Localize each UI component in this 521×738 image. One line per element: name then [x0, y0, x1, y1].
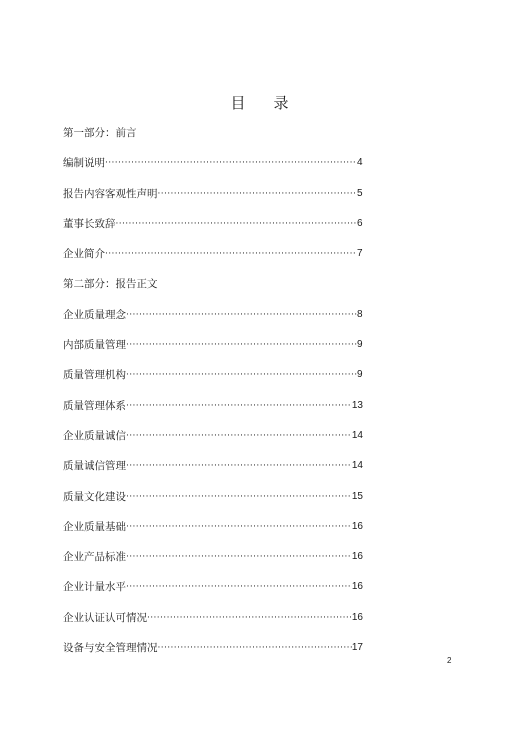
toc-entry-label: 质量管理机构: [63, 369, 126, 382]
toc-entry-page: 14: [351, 429, 363, 441]
toc-entry-page: 7: [357, 248, 363, 260]
toc-entry-page: 17: [351, 642, 363, 654]
toc-dot-leader: [126, 425, 352, 447]
toc-entry-label: 企业质量诚信: [63, 429, 126, 442]
toc-entry-page: 16: [351, 520, 363, 532]
toc-entry-page: 9: [357, 339, 363, 351]
toc-dot-leader: [126, 304, 357, 326]
toc-entry-label: 第二部分：报告正文: [63, 278, 158, 291]
toc-entry-page: 9: [357, 369, 363, 381]
toc-entry-page: 16: [351, 551, 363, 563]
toc-entry[interactable]: [63, 304, 363, 334]
toc-entry-label: 第一部分：前言: [63, 127, 137, 139]
page-number: 2: [447, 656, 452, 665]
toc-entry[interactable]: [63, 546, 363, 576]
toc-dot-leader: [105, 243, 357, 265]
toc-entry-page: 6: [357, 217, 363, 229]
toc-entry[interactable]: [63, 455, 363, 485]
toc-dot-leader: [126, 576, 352, 598]
toc-entry[interactable]: [63, 334, 363, 364]
toc-entry-label: 企业产品标准: [63, 551, 126, 564]
toc-entry[interactable]: [63, 213, 363, 243]
toc-entry-label: 质量管理体系: [63, 399, 126, 412]
toc-dot-leader: [147, 607, 352, 629]
toc-dot-leader: [126, 486, 352, 508]
toc-dot-leader: [158, 637, 352, 659]
toc-entry-page: 8: [357, 308, 363, 320]
toc-entry[interactable]: [63, 516, 363, 546]
toc-entry-page: 14: [351, 460, 363, 472]
toc-entry-label: 报告内容客观性声明: [63, 187, 158, 200]
toc-entry-page: 16: [351, 581, 363, 593]
toc-dot-leader: [105, 152, 357, 174]
toc-entry[interactable]: [63, 364, 363, 394]
toc-entry[interactable]: [63, 607, 363, 637]
toc-entry[interactable]: [63, 425, 363, 455]
toc-entry-page: 13: [351, 399, 363, 411]
toc-entry-page: 4: [357, 157, 363, 169]
toc-entry-label: 质量文化建设: [63, 490, 126, 503]
toc-entry[interactable]: [63, 486, 363, 516]
toc-entry-label: 董事长致辞: [63, 217, 116, 230]
toc-title: [0, 92, 521, 113]
toc-dot-leader: [126, 546, 352, 568]
toc-entry[interactable]: [63, 576, 363, 606]
toc-entry[interactable]: [63, 183, 363, 213]
toc-section-heading: [63, 273, 363, 303]
toc-dot-leader: [126, 395, 352, 417]
toc-entry-label: 编制说明: [63, 157, 105, 170]
toc-dot-leader: [126, 516, 352, 538]
toc-entry-label: 企业计量水平: [63, 581, 126, 594]
toc-entry-page: 16: [351, 611, 363, 623]
toc-entry-label: 企业认证认可情况: [63, 611, 147, 624]
toc-title-left: 目: [230, 94, 248, 112]
toc-entry-label: 设备与安全管理情况: [63, 642, 158, 655]
toc-dot-leader: [116, 213, 358, 235]
toc-title-right: 录: [273, 94, 291, 112]
toc-entry-label: 企业质量理念: [63, 308, 126, 321]
toc-entry-label: 质量诚信管理: [63, 460, 126, 473]
toc-section-heading: [63, 122, 363, 152]
toc-dot-leader: [126, 455, 352, 477]
toc-entry[interactable]: [63, 637, 363, 667]
toc-dot-leader: [158, 183, 358, 205]
toc-entry-label: 企业简介: [63, 248, 105, 261]
toc-entry-page: 5: [357, 187, 363, 199]
toc-dot-leader: [126, 334, 357, 356]
table-of-contents: [63, 122, 363, 667]
toc-entry-label: 企业质量基础: [63, 520, 126, 533]
toc-dot-leader: [126, 364, 357, 386]
toc-entry[interactable]: [63, 152, 363, 182]
toc-entry-label: 内部质量管理: [63, 339, 126, 352]
toc-entry-page: 15: [351, 490, 363, 502]
toc-entry[interactable]: [63, 243, 363, 273]
toc-entry[interactable]: [63, 395, 363, 425]
